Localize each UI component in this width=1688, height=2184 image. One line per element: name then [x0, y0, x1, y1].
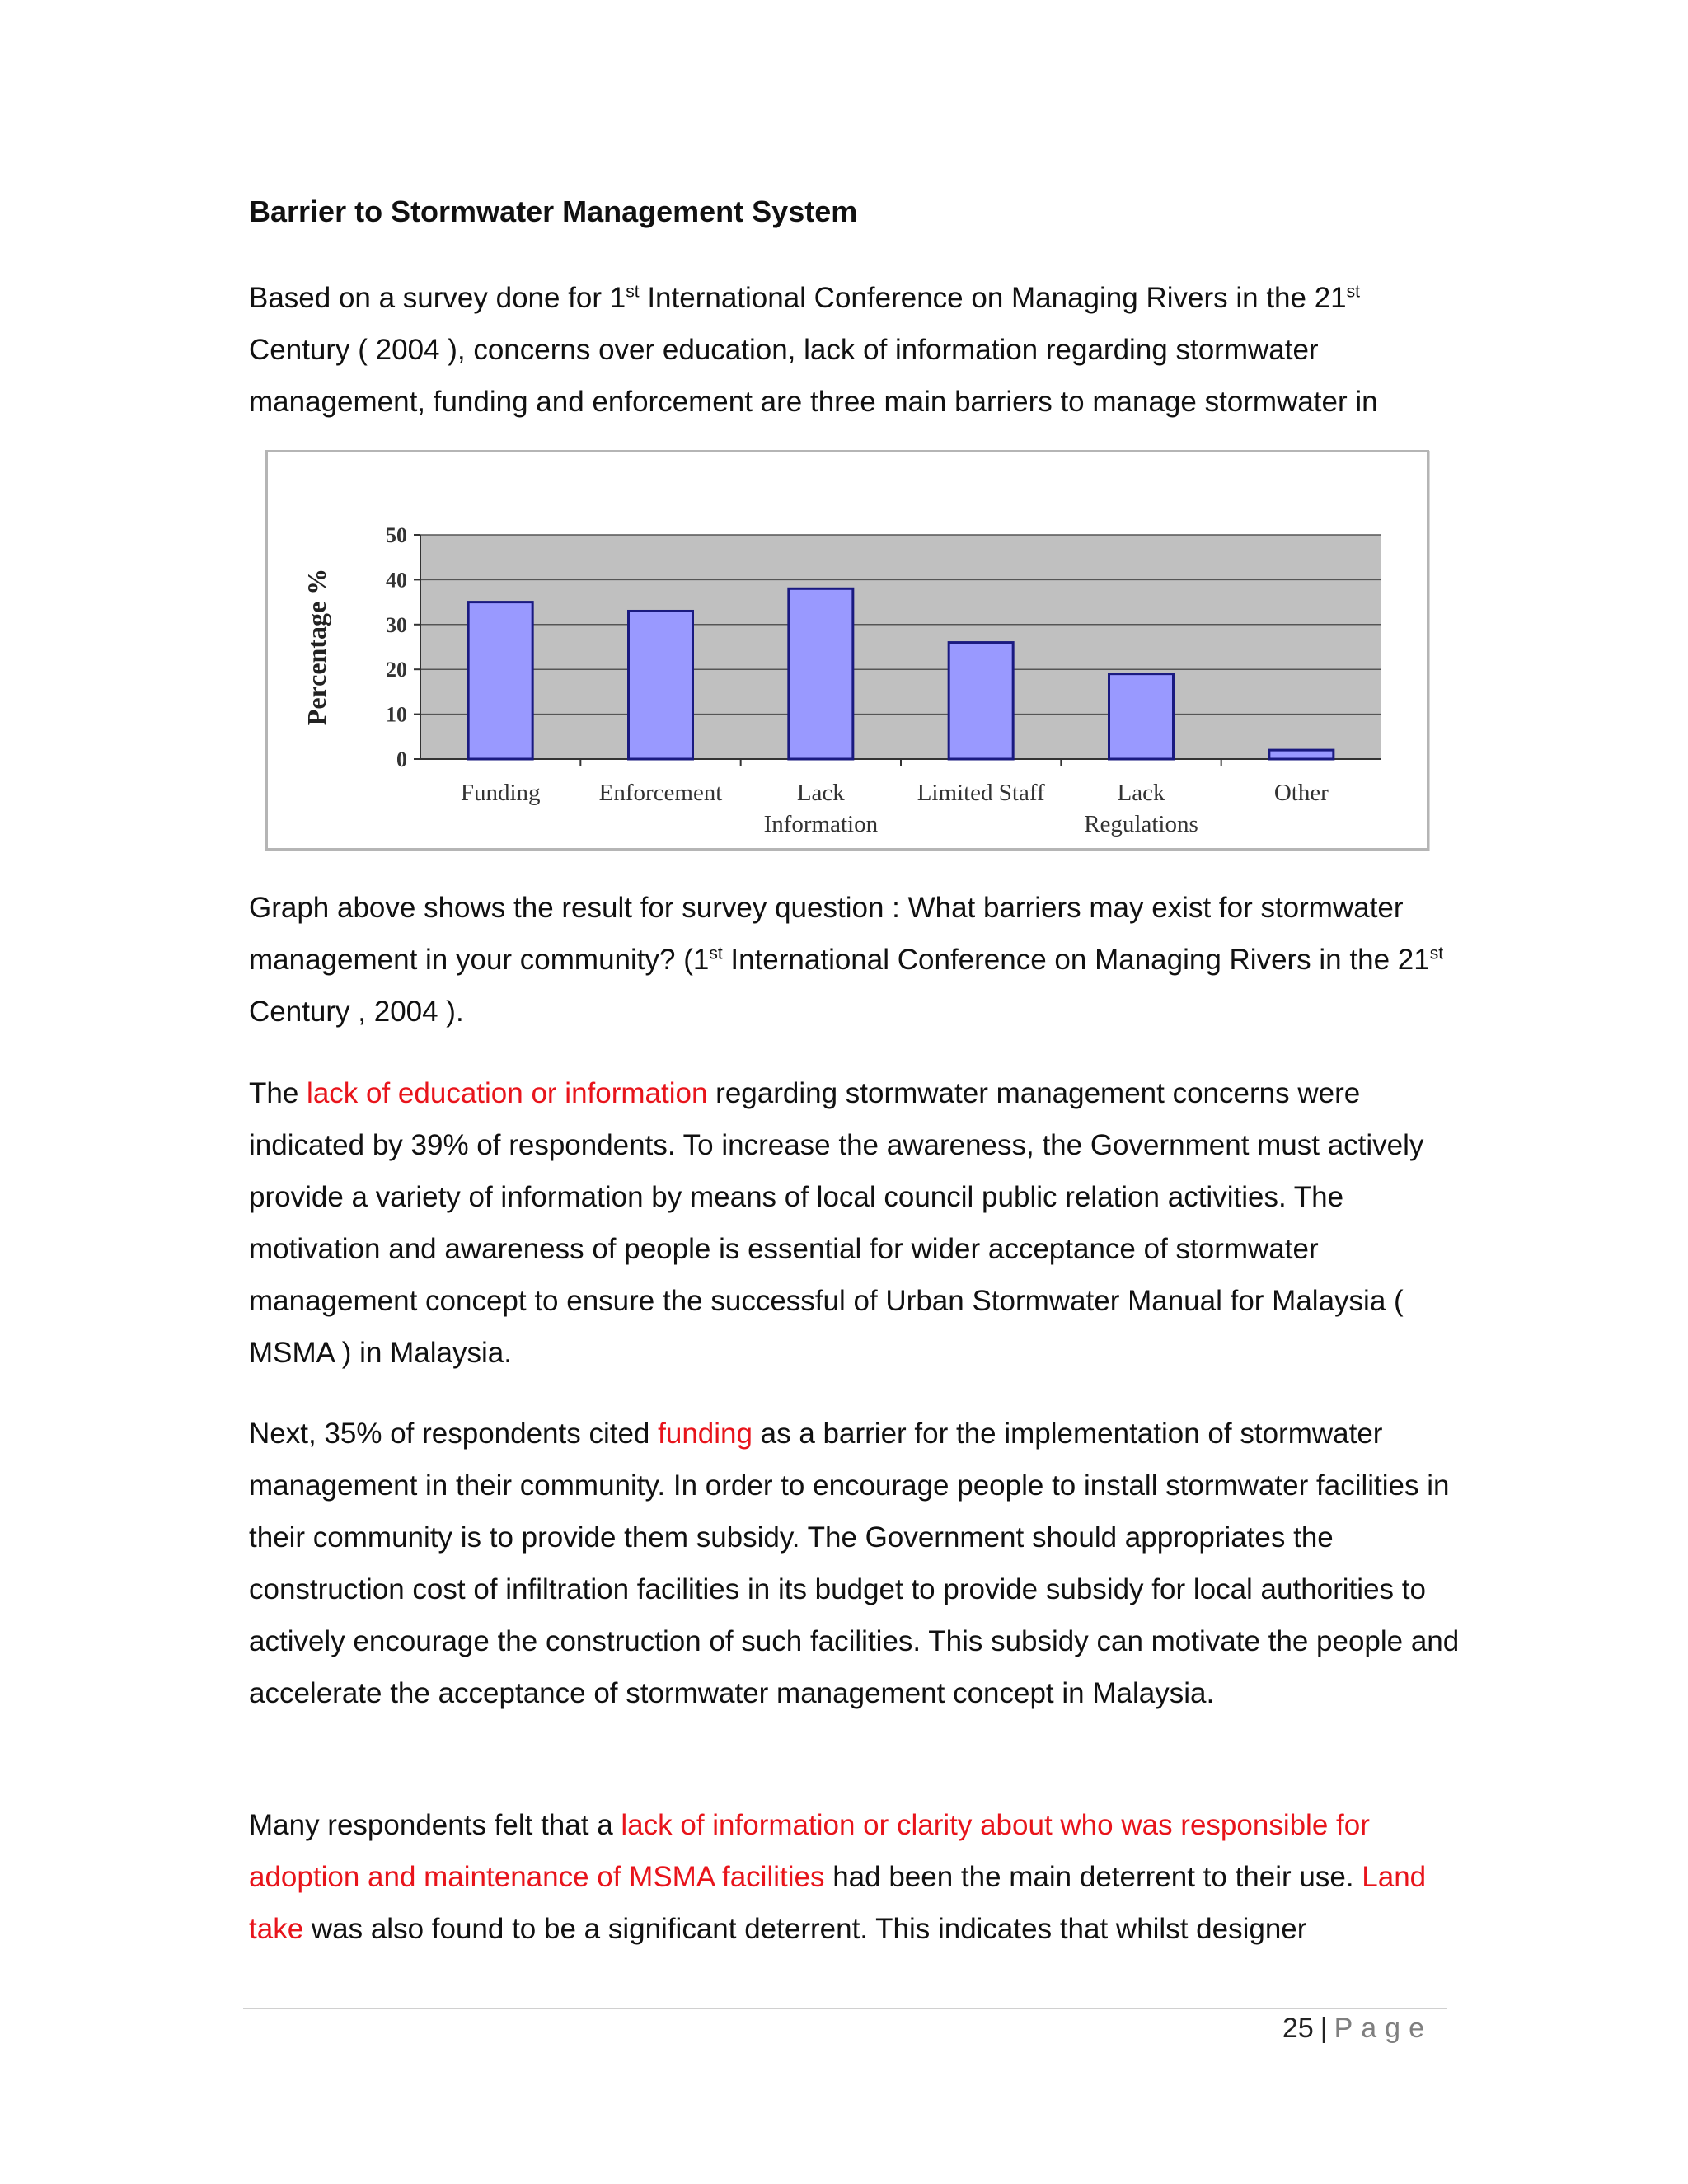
superscript: st	[1429, 944, 1444, 963]
superscript: st	[1346, 282, 1360, 302]
page-footer	[1282, 2013, 1432, 2045]
y-tick-label: 30	[386, 612, 407, 637]
footer-separator: |	[1320, 2013, 1328, 2044]
y-tick-label: 50	[386, 523, 407, 547]
highlighted-text: funding	[658, 1418, 753, 1450]
y-tick-label: 20	[386, 658, 407, 682]
y-axis-label: Percentage %	[302, 568, 331, 726]
page-number: 25	[1282, 2013, 1314, 2044]
plot-area	[420, 535, 1381, 759]
text-run: International Conference on Managing Rivers in the 21	[722, 944, 1430, 976]
text-run: Based on a survey done for 1	[249, 282, 626, 314]
intro-paragraph	[249, 272, 1461, 428]
section-heading: Barrier to Stormwater Management System	[249, 194, 858, 228]
bar	[949, 643, 1013, 759]
responsibility-paragraph	[249, 1799, 1461, 1955]
superscript: st	[626, 282, 640, 302]
x-tick-label: Other	[1273, 780, 1329, 806]
text-run: Century , 2004 ).	[249, 996, 464, 1028]
superscript: st	[709, 944, 723, 963]
x-tick-label: Lack	[796, 780, 845, 806]
text-run: was also found to be a significant deterrent. This indicates that whilst designer	[303, 1913, 1307, 1945]
y-tick-label: 0	[396, 748, 407, 771]
x-tick-label: Regulations	[1084, 811, 1198, 837]
text-run: Next, 35% of respondents cited	[249, 1418, 659, 1450]
bar	[468, 602, 532, 759]
page-label: Page	[1334, 2013, 1432, 2044]
highlighted-text: lack of education or information	[307, 1077, 708, 1109]
x-tick-label: Funding	[460, 780, 541, 806]
y-tick-label: 10	[386, 702, 407, 727]
text-run: Many respondents felt that a	[249, 1809, 621, 1841]
text-run: regarding stormwater management concerns were indicated by 39% of respondents. To increase the awareness, the Government must actively provide a variety of information by means of local council public relation activities. The motivation and awareness of people is essential for wider acceptance of stormwater management concept to ensure the successful of Urban Stormwater Manual for Malaysia ( MSMA ) in Malaysia.	[249, 1077, 1424, 1369]
bar-chart	[265, 450, 1429, 851]
x-tick-label: Information	[763, 811, 879, 837]
highlighted-text: Land take	[249, 1861, 1427, 1945]
text-run: Century ( 2004 ), concerns over education, lack of information regarding stormwater management, funding and enforcement are three main barriers to manage stormwater in	[249, 334, 1378, 418]
chart-svg	[268, 452, 1427, 848]
x-tick-label: Enforcement	[598, 780, 723, 806]
x-tick-label: Lack	[1117, 780, 1165, 806]
y-tick-label: 40	[386, 568, 407, 593]
text-run: as a barrier for the implementation of stormwater management in their community. In order to encourage people to install stormwater facilities in their community is to provide them subsidy. The Government should appropriates the construction cost of infiltration facilities in its budget to provide subsidy for local authorities to actively encourage the construction of such facilities. This subsidy can motivate the people and accelerate the acceptance of stormwater management concept in Malaysia.	[249, 1418, 1460, 1709]
education-paragraph	[249, 1067, 1461, 1379]
footer-divider	[243, 2008, 1447, 2009]
bar	[789, 588, 853, 759]
text-run: had been the main deterrent to their use.	[824, 1861, 1362, 1893]
bar	[629, 611, 693, 759]
text-run: International Conference on Managing Rivers in the 21	[639, 282, 1347, 314]
bar	[1109, 674, 1174, 759]
bar	[1269, 750, 1334, 759]
text-run: The	[249, 1077, 307, 1109]
funding-paragraph	[249, 1408, 1461, 1719]
x-tick-label: Limited Staff	[917, 780, 1045, 806]
graph-caption-paragraph	[249, 882, 1461, 1038]
text-run: Graph above shows the result for survey question : What barriers may exist for stormwater management in your community? (1	[249, 892, 1404, 976]
highlighted-text: lack of information or clarity about who was responsible for adoption and maintenance of MSMA facilities	[249, 1809, 1370, 1893]
